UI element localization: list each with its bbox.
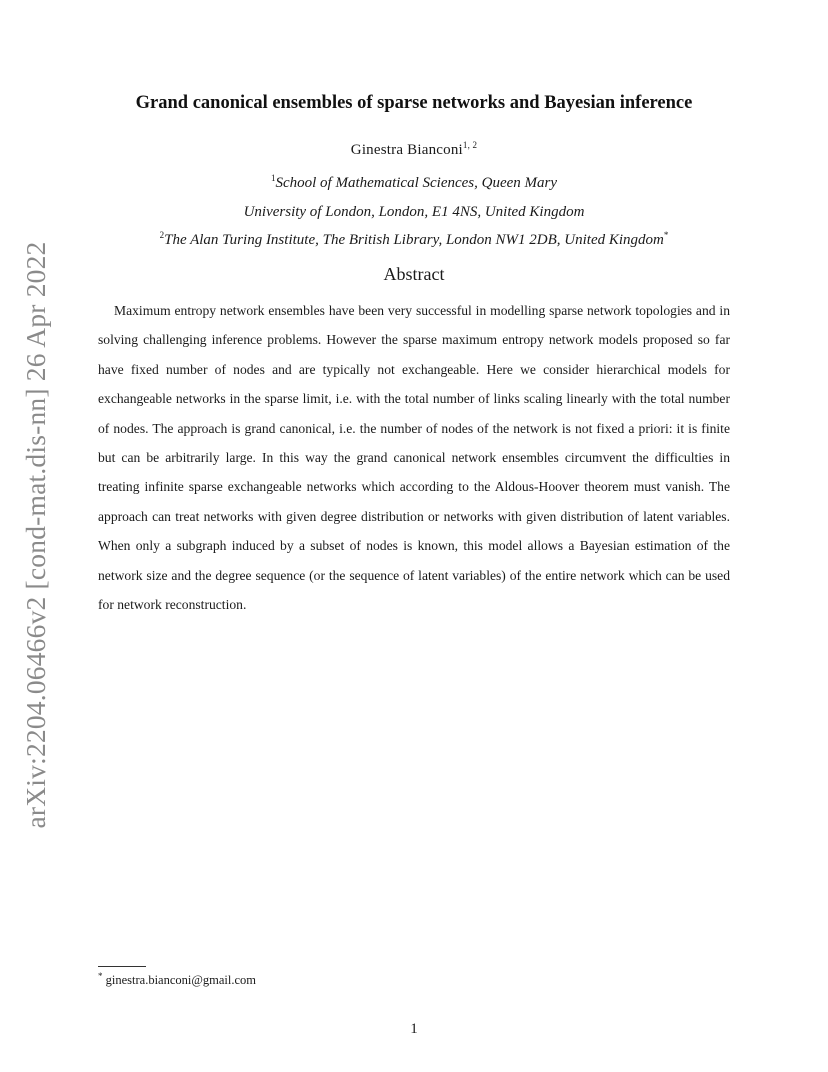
affiliation-2 [0,232,828,249]
affiliation-1-mark: 1 [270,173,276,183]
footnote [98,970,256,988]
affiliation-2-text: The Alan Turing Institute, The British Library, London NW1 2DB, United Kingdom [164,232,664,248]
abstract-text: Maximum entropy network ensembles have been very successful in modelling sparse network topologies and in solving challenging inference problems. However the sparse maximum entropy network models proposed so far have fixed number of nodes and are typically not exchangeable. Here we consider hierarchical models for exchangeable networks in the sparse limit, i.e. with the total number of links scaling linearly with the total number of nodes. The approach is grand canonical, i.e. the number of nodes of the network is not fixed a priori: it is finite but can be arbitrarily large. In this way the grand canonical network ensembles circumvent the difficulties in treating infinite sparse exchangeable networks which according to the Aldous-Hoover theorem must vanish. The approach can treat networks with given degree distribution or networks with given distribution of latent variables. When only a subgraph induced by a subset of nodes is known, this model allows a Bayesian estimation of the network size and the degree sequence (or the sequence of latent variables) of the entire network which can be used for network reconstruction. [98,303,730,613]
author-affiliation-marks: 1, 2 [462,140,478,150]
footnote-mark: * [98,970,103,981]
paper-title: Grand canonical ensembles of sparse networks and Bayesian inference [135,93,693,113]
author-line [0,142,828,159]
affiliation-1-text: School of Mathematical Sciences, Queen Mary [275,175,558,191]
author-email-link[interactable]: ginestra.bianconi@gmail.com [105,973,256,987]
footnote-divider [98,966,146,967]
affiliation-1-line-1 [0,175,828,192]
corresponding-footnote-mark: * [663,230,669,240]
affiliation-1-line-2: University of London, London, E1 4NS, United Kingdom [243,204,585,220]
arxiv-identifier: arXiv:2204.06466v2 [cond-mat.dis-nn] 26 Apr 2022 [20,241,51,829]
affiliation-2-mark: 2 [159,230,165,240]
author-name: Ginestra Bianconi [350,142,463,158]
abstract-heading: Abstract [383,264,445,284]
page-number: 1 [410,1021,418,1037]
